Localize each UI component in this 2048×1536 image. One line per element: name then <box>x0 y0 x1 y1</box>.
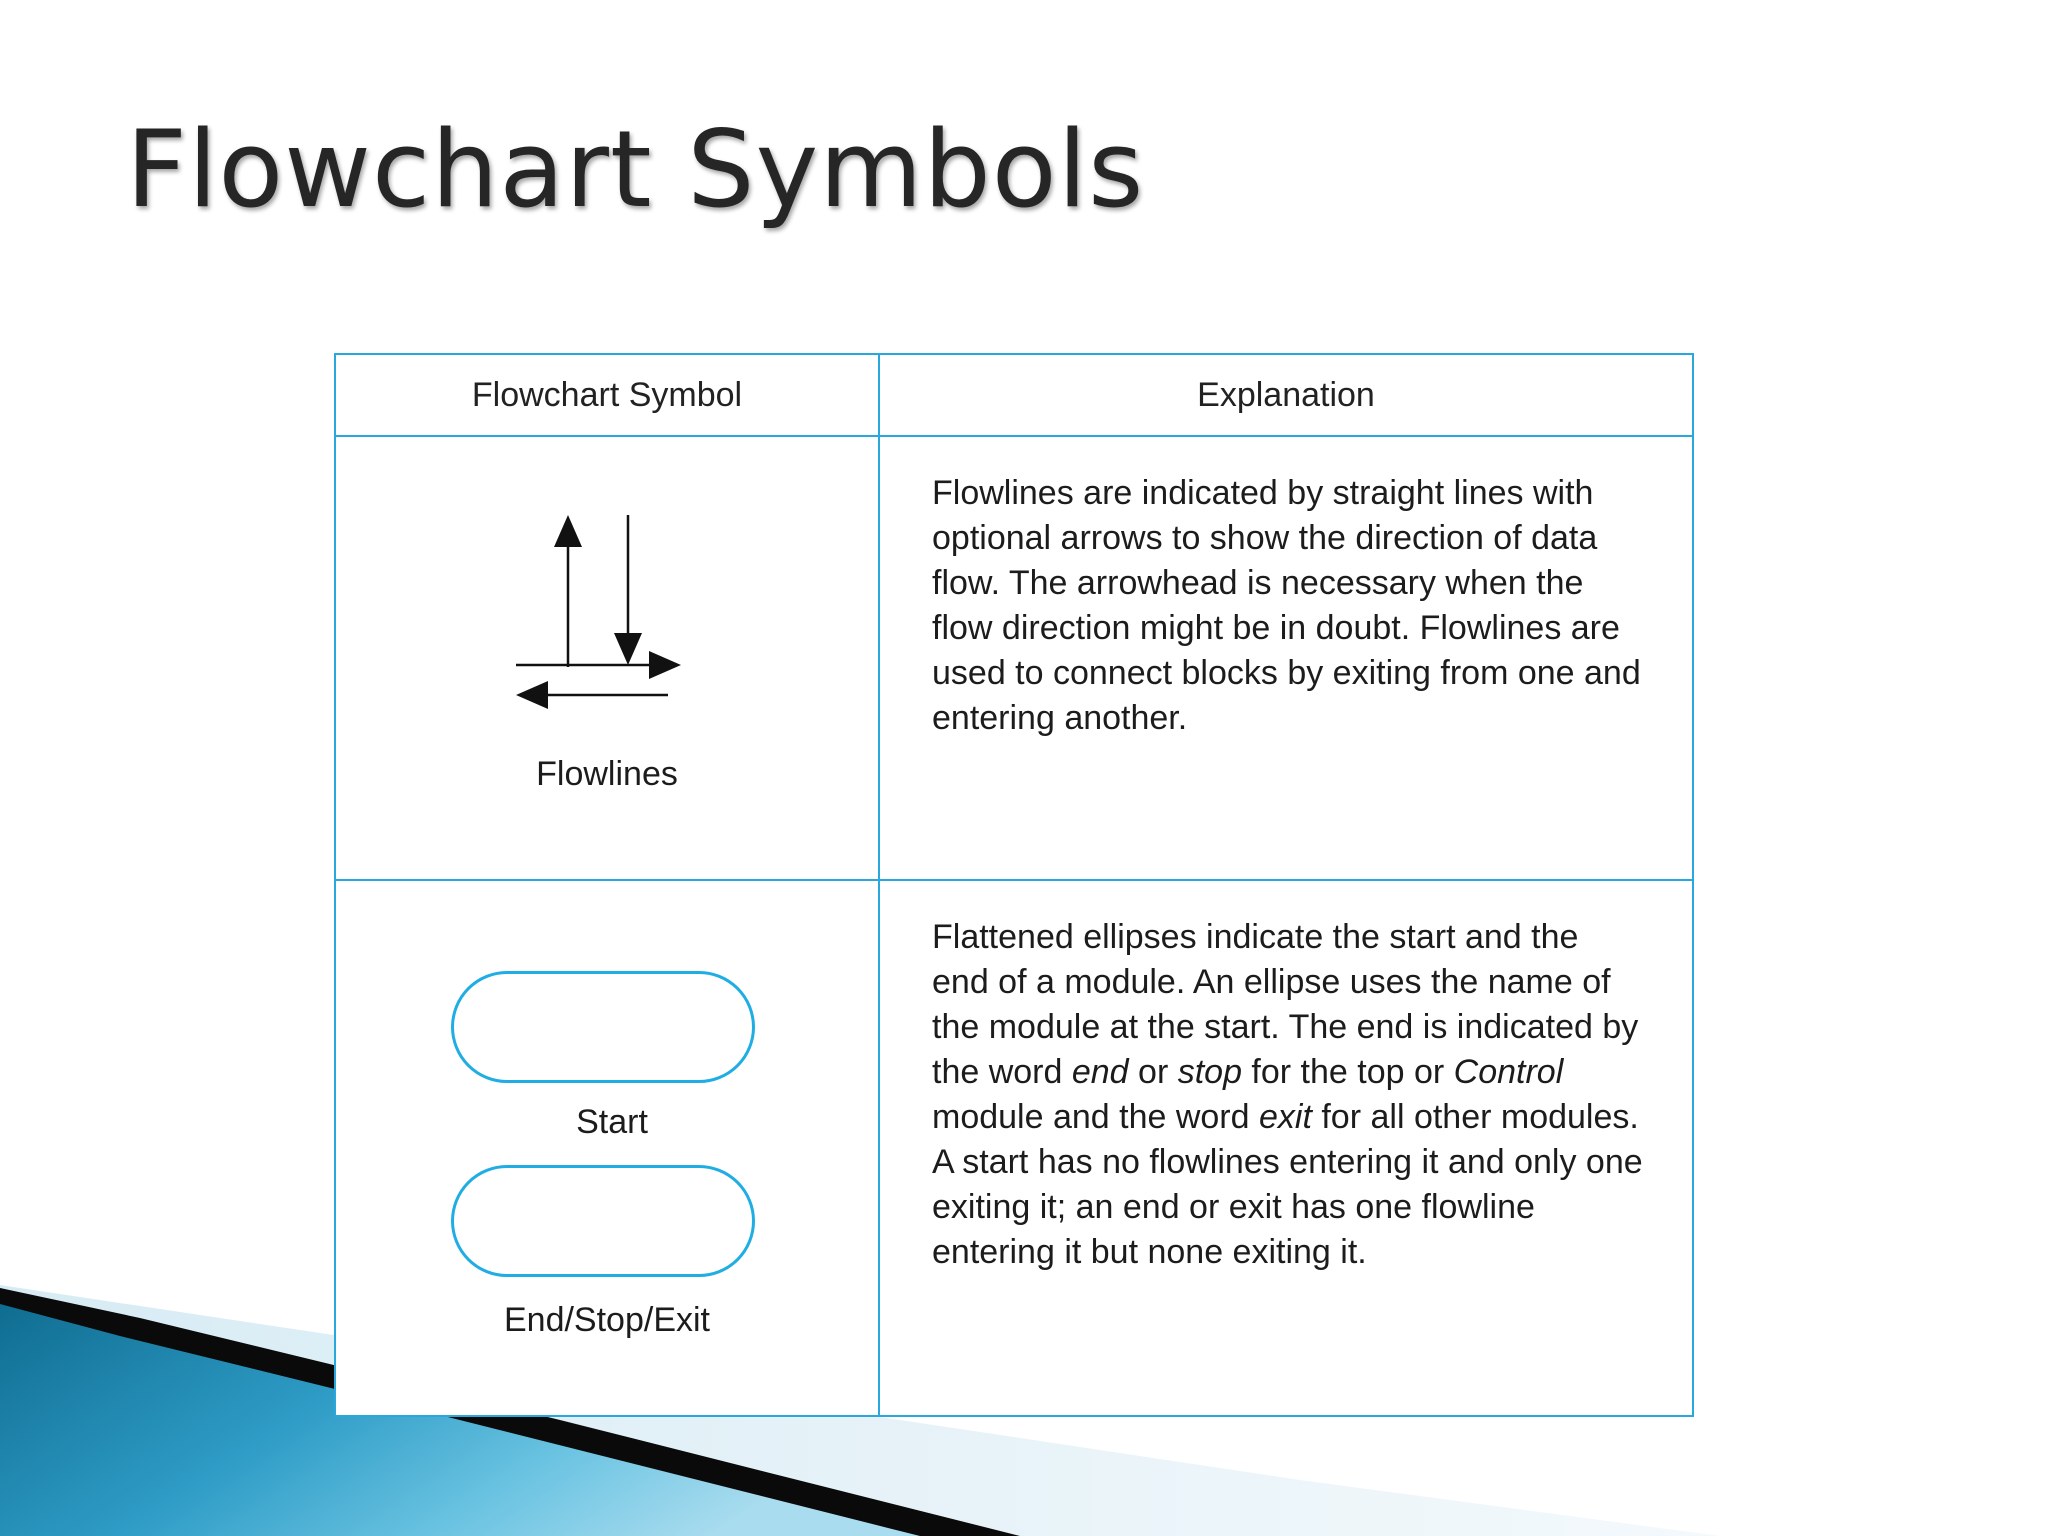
symbol-cell-flowlines <box>335 436 879 880</box>
end-ellipse-icon <box>451 1165 755 1277</box>
term-exit: exit <box>1258 1098 1312 1136</box>
column-header-symbol: Flowchart Symbol <box>335 354 879 436</box>
explanation-text: Flattened ellipses indicate the start and the end of a module. An ellipse uses the name of the module at the start. The end is indicated by the word <box>932 918 1639 1091</box>
start-ellipse-icon <box>451 971 755 1083</box>
column-header-explanation: Explanation <box>879 354 1693 436</box>
flowlines-label: Flowlines <box>536 755 678 793</box>
flowline-arrows-icon <box>516 515 686 715</box>
flowlines-explanation: Flowlines are indicated by straight lines with optional arrows to show the direction of data flow. The arrowhead is necessary when the flow direction might be in doubt. Flowlines are used to connect blocks by exiting from one and entering another. <box>932 474 1641 737</box>
flowchart-symbols-table <box>334 353 1694 1417</box>
table-row-flowlines <box>335 436 1693 880</box>
term-stop: stop <box>1177 1053 1242 1091</box>
explanation-text: or <box>1128 1053 1178 1091</box>
term-control: Control <box>1453 1053 1564 1091</box>
symbol-cell-terminal <box>335 880 879 1416</box>
explanation-cell-flowlines <box>879 436 1693 880</box>
explanation-text: module and the word <box>932 1098 1259 1136</box>
end-stop-exit-label: End/Stop/Exit <box>503 1301 710 1339</box>
slide-title: Flowchart Symbols <box>126 108 1145 231</box>
start-label: Start <box>576 1103 648 1141</box>
explanation-text: for the top or <box>1241 1053 1454 1091</box>
term-end: end <box>1071 1053 1129 1091</box>
terminal-explanation <box>932 915 1644 1275</box>
table-row-terminal <box>335 880 1693 1416</box>
explanation-text: for all other modules. A start has no flowlines entering it and only one exiting it; an end or exit has one flowline entering it but none exiting it. <box>932 1098 1643 1271</box>
explanation-cell-terminal <box>879 880 1693 1416</box>
table-header-row <box>335 354 1693 436</box>
